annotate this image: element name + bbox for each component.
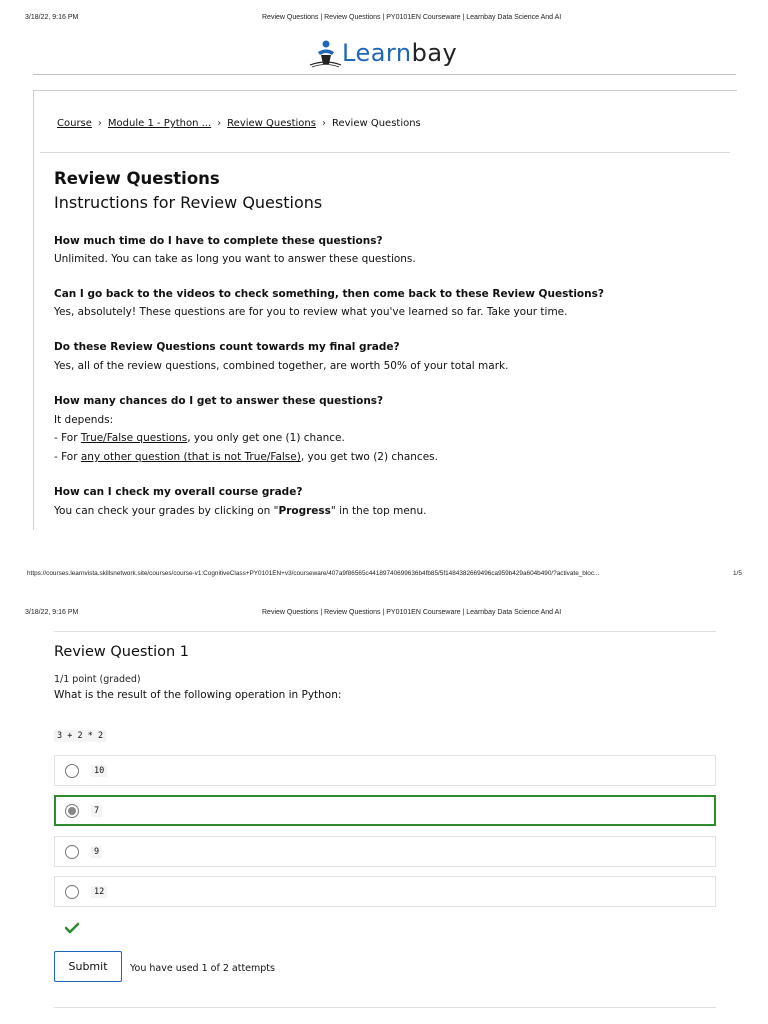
breadcrumb-current: Review Questions <box>331 118 421 129</box>
breadcrumb-course[interactable]: Course <box>57 118 92 129</box>
answer-option-10[interactable] <box>54 755 716 786</box>
faq-answer-4-line1: It depends: <box>54 414 114 426</box>
question-bottom-divider <box>54 1007 716 1008</box>
breadcrumb-separator: › <box>217 118 222 129</box>
breadcrumb-module[interactable]: Module 1 - Python ... <box>107 118 212 129</box>
content-frame-top <box>33 90 737 91</box>
print-datetime-page2: 3/18/22, 9:16 PM <box>25 609 79 616</box>
attempts-counter: You have used 1 of 2 attempts <box>130 963 275 974</box>
option-label: 10 <box>91 765 107 777</box>
progress-label: Progress <box>278 505 331 517</box>
faq-question-1: How much time do I have to complete these questions? <box>54 235 383 247</box>
question-title: Review Question 1 <box>54 644 190 660</box>
other-question-link[interactable]: any other question (that is not True/False) <box>80 451 301 463</box>
breadcrumb-separator: › <box>97 118 102 129</box>
logo-wordmark <box>342 39 457 67</box>
answer-option-7[interactable] <box>54 795 716 826</box>
question-prompt: What is the result of the following operation in Python: <box>54 689 342 701</box>
radio-button[interactable] <box>65 885 79 899</box>
answer-option-12[interactable] <box>54 876 716 907</box>
true-false-link[interactable]: True/False questions <box>80 432 188 444</box>
radio-button[interactable] <box>65 764 79 778</box>
content-frame-left <box>33 90 34 530</box>
faq-answer-5-prefix: You can check your grades by clicking on " <box>54 505 279 517</box>
radio-button[interactable] <box>65 845 79 859</box>
question-top-divider <box>54 631 716 632</box>
answer-option-9[interactable] <box>54 836 716 867</box>
faq-answer-4-line2-prefix: - For <box>54 432 81 444</box>
faq-answer-2: Yes, absolutely! These questions are for you to review what you've learned so far. Take your time. <box>54 306 568 318</box>
faq-answer-3: Yes, all of the review questions, combined together, are worth 50% of your total mark. <box>54 360 509 372</box>
question-points: 1/1 point (graded) <box>54 674 141 685</box>
breadcrumb-divider <box>40 152 730 153</box>
faq-answer-4-line2 <box>54 432 345 444</box>
faq-answer-5 <box>54 505 426 517</box>
question-code <box>54 723 106 742</box>
faq-answer-4-line3 <box>54 451 438 463</box>
faq-answer-1: Unlimited. You can take as long you want to answer these questions. <box>54 253 416 265</box>
page-title: Review Questions <box>54 169 220 188</box>
breadcrumb-separator: › <box>321 118 326 129</box>
radio-selected-dot <box>68 807 76 815</box>
faq-question-3: Do these Review Questions count towards my final grade? <box>54 341 400 353</box>
correct-check-icon <box>65 919 79 938</box>
logo-wordmark-learn: Learn <box>342 39 412 67</box>
logo-wordmark-bay: bay <box>411 39 458 67</box>
submit-button[interactable]: Submit <box>54 951 122 982</box>
question-code-text: 3 + 2 * 2 <box>54 730 106 742</box>
print-footer-url: https://courses.learnvista.skillsnetwork.site/courses/course-v1:CognitiveClass+PY0101EN+v3/courseware/407a9f86565c44189740699636b4fb85/5f1484382669496ca959b429a604b490/?activate_bloc... <box>27 570 600 577</box>
print-title-page2: Review Questions | Review Questions | PY0101EN Courseware | Learnbay Data Science And AI <box>262 609 562 616</box>
print-title: Review Questions | Review Questions | PY0101EN Courseware | Learnbay Data Science And AI <box>262 14 562 21</box>
logo-figure-icon <box>308 38 342 68</box>
radio-button-selected[interactable] <box>65 804 79 818</box>
header-divider <box>33 74 736 75</box>
faq-answer-5-suffix: " in the top menu. <box>330 505 427 517</box>
print-datetime: 3/18/22, 9:16 PM <box>25 14 79 21</box>
faq-question-2: Can I go back to the videos to check something, then come back to these Review Questions? <box>54 288 604 300</box>
page-subtitle: Instructions for Review Questions <box>54 193 323 212</box>
faq-answer-4-line3-suffix: , you get two (2) chances. <box>300 451 438 463</box>
breadcrumb-section[interactable]: Review Questions <box>227 118 316 129</box>
faq-question-5: How can I check my overall course grade? <box>54 486 303 498</box>
faq-answer-4-line3-prefix: - For <box>54 451 81 463</box>
option-label: 9 <box>91 846 102 858</box>
option-label: 12 <box>91 886 107 898</box>
learnbay-logo[interactable] <box>308 36 468 70</box>
faq-question-4: How many chances do I get to answer these questions? <box>54 395 384 407</box>
option-label: 7 <box>91 805 102 817</box>
faq-answer-4-line2-suffix: , you only get one (1) chance. <box>187 432 345 444</box>
print-footer-page: 1/5 <box>733 570 742 577</box>
breadcrumb <box>57 118 421 129</box>
